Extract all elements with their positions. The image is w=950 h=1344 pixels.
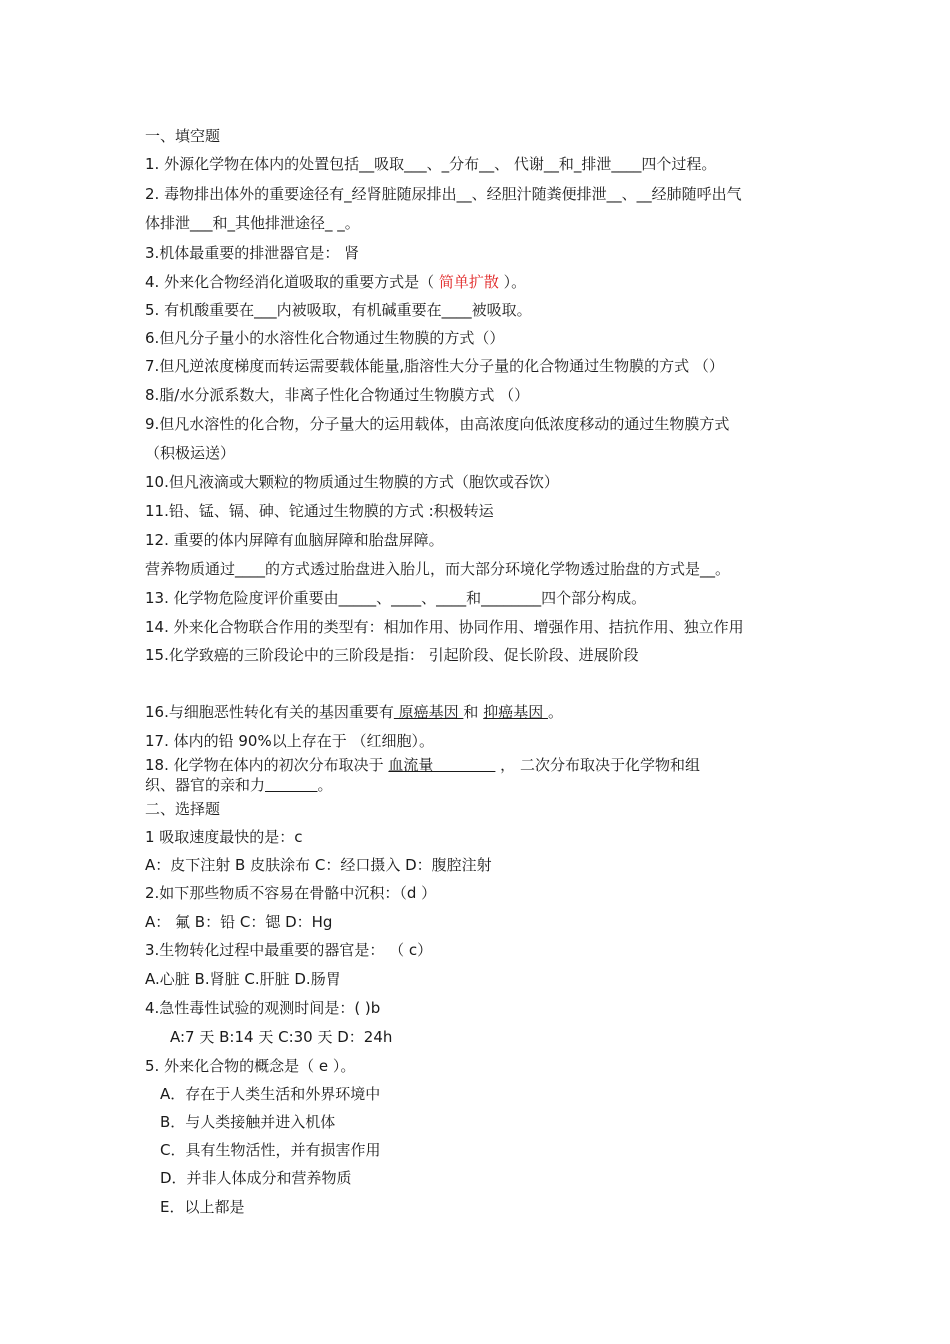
question-18-line2 xyxy=(145,775,332,795)
question-16 xyxy=(145,702,563,722)
question-18-blank xyxy=(265,776,317,794)
question-16-prefix: 16.与细胞恶性转化有关的基因重要有 xyxy=(145,703,394,721)
question-12-line1: 12. 重要的体内屏障有血脑屏障和胎盘屏障。 xyxy=(145,531,444,549)
question-4 xyxy=(145,272,526,292)
choice-1-options: A：皮下注射 B 皮肤涂布 C：经口摄入 D：腹腔注射 xyxy=(145,856,492,874)
choice-3-question: 3.生物转化过程中最重要的器官是： （ c） xyxy=(145,941,433,959)
section2-heading: 二、选择题 xyxy=(145,800,221,818)
question-18-line2-suffix: 。 xyxy=(317,776,333,794)
question-16-answer1: 原癌基因 xyxy=(393,703,464,721)
question-6: 6.但凡分子量小的水溶性化合物通过生物膜的方式（） xyxy=(145,329,505,347)
question-18-line1 xyxy=(145,755,700,775)
question-14: 14. 外来化合物联合作用的类型有：相加作用、协同作用、增强作用、拮抗作用、独立作用 xyxy=(145,618,744,636)
question-17: 17. 体内的铅 90%以上存在于 （红细胞）。 xyxy=(145,732,435,750)
choice-1-question: 1 吸取速度最快的是：c xyxy=(145,828,303,846)
question-9-line2: （积极运送） xyxy=(145,444,236,462)
question-18-answer: 血流量 xyxy=(388,756,496,774)
choice-5-option-c: C．具有生物活性，并有损害作用 xyxy=(160,1141,381,1159)
question-16-suffix: 。 xyxy=(547,703,563,721)
choice-5-option-a: A．存在于人类生活和外界环境中 xyxy=(160,1085,381,1103)
question-12-line2: 营养物质通过____的方式透过胎盘进入胎儿，而大部分环境化学物透过胎盘的方式是__。 xyxy=(145,560,731,578)
section1-heading: 一、填空题 xyxy=(145,127,221,145)
question-2-line1: 2. 毒物排出体外的重要途径有_经肾脏随尿排出__、经胆汁随粪便排泄__、__经肺随呼出气 xyxy=(145,185,742,203)
question-2-line2: 体排泄___和_其他排泄途径_ _。 xyxy=(145,214,360,232)
question-13: 13. 化学物危险度评价重要由_____、____、____和________四个部分构成。 xyxy=(145,589,647,607)
question-10: 10.但凡液滴或大颗粒的物质通过生物膜的方式（胞饮或吞饮） xyxy=(145,473,559,491)
choice-5-option-e: E．以上都是 xyxy=(160,1198,245,1216)
choice-2-question: 2.如下那些物质不容易在骨骼中沉积：（d ） xyxy=(145,884,437,902)
question-5: 5. 有机酸重要在___内被吸取，有机碱重要在____被吸取。 xyxy=(145,301,532,319)
question-15: 15.化学致癌的三阶段论中的三阶段是指： 引起阶段、促长阶段、进展阶段 xyxy=(145,646,639,664)
question-8: 8.脂/水分派系数大，非离子性化合物通过生物膜方式 （） xyxy=(145,386,530,404)
question-9-line1: 9.但凡水溶性的化合物，分子量大的运用载体，由高浓度向低浓度移动的通过生物膜方式 xyxy=(145,415,730,433)
question-18-prefix: 18. 化学物在体内的初次分布取决于 xyxy=(145,756,389,774)
question-7: 7.但凡逆浓度梯度而转运需要载体能量,脂溶性大分子量的化合物通过生物膜的方式 （） xyxy=(145,357,724,375)
choice-4-options: A:7 天 B:14 天 C:30 天 D：24h xyxy=(170,1028,393,1046)
question-4-prefix: 4. 外来化合物经消化道吸取的重要方式是（ xyxy=(145,273,439,291)
choice-5-option-b: B．与人类接触并进入机体 xyxy=(160,1113,336,1131)
choice-3-options: A.心脏 B.肾脏 C.肝脏 D.肠胃 xyxy=(145,970,341,988)
question-1: 1. 外源化学物在体内的处置包括__吸取___、_分布__、 代谢__和_排泄____四个过程。 xyxy=(145,155,717,173)
question-16-mid: 和 xyxy=(463,703,484,721)
choice-5-option-d: D．并非人体成分和营养物质 xyxy=(160,1169,352,1187)
question-11: 11.铅、锰、镉、砷、铊通过生物膜的方式 :积极转运 xyxy=(145,502,494,520)
question-16-answer2: 抑癌基因 xyxy=(483,703,548,721)
question-4-suffix: ）。 xyxy=(498,273,527,291)
question-4-answer: 简单扩散 xyxy=(438,273,499,291)
choice-2-options: A： 氟 B：铅 C：锶 D：Hg xyxy=(145,913,333,931)
question-18-suffix: ， 二次分布取决于化学物和组 xyxy=(495,756,700,774)
choice-4-question: 4.急性毒性试验的观测时间是：( )b xyxy=(145,999,381,1017)
choice-5-question: 5. 外来化合物的概念是（ e ）。 xyxy=(145,1057,356,1075)
question-18-line2-prefix: 织、器官的亲和力 xyxy=(145,776,266,794)
question-3: 3.机体最重要的排泄器官是： 肾 xyxy=(145,244,360,262)
